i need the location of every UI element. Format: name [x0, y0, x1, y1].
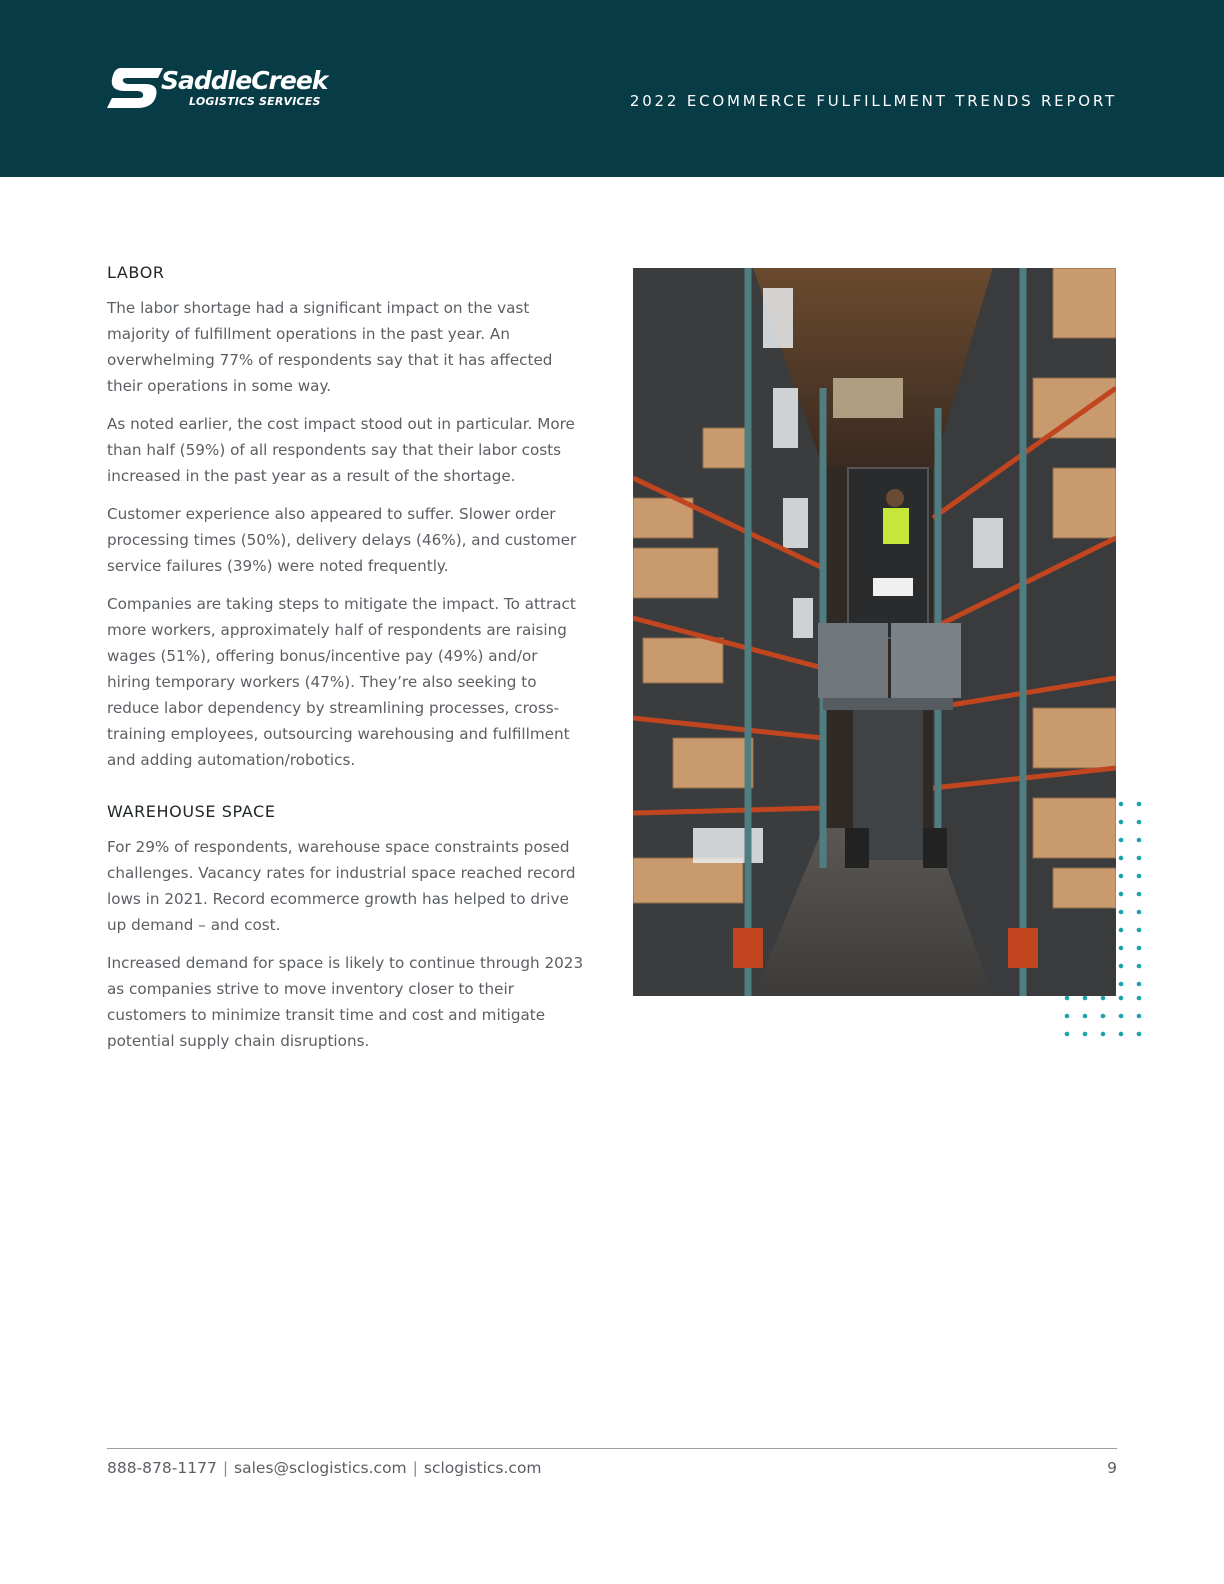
warehouse-aisle-image — [633, 268, 1116, 996]
warehouse-photo — [633, 268, 1116, 996]
footer-separator: | — [412, 1459, 418, 1477]
page-header — [0, 0, 1224, 177]
decorative-dot-pattern — [1063, 800, 1149, 1050]
labor-paragraph: Customer experience also appeared to suffer. Slower order processing times (50%), delivery delays (46%), and customer service failures (39%) were noted frequently. — [107, 505, 577, 575]
footer-separator: | — [222, 1459, 229, 1477]
labor-paragraph: As noted earlier, the cost impact stood out in particular. More than half (59%) of all respondents say that their labor costs increased in the past year as a result of the shortage. — [107, 415, 575, 485]
section-heading-warehouse-space: WAREHOUSE SPACE — [107, 802, 276, 821]
report-title: 2022 ECOMMERCE FULFILLMENT TRENDS REPORT — [629, 92, 1117, 110]
brand-tagline: LOGISTICS SERVICES — [189, 95, 321, 108]
footer-email-link[interactable]: sales@sclogistics.com — [234, 1459, 407, 1477]
warehouse-paragraph: For 29% of respondents, warehouse space constraints posed challenges. Vacancy rates for industrial space reached record lows in 2021. Record ecommerce growth has helped to drive up demand – and cost. — [107, 838, 576, 934]
page-number: 9 — [1107, 1459, 1117, 1477]
saddle-creek-logo — [107, 66, 328, 112]
labor-paragraph: Companies are taking steps to mitigate the impact. To attract more workers, approximately half of respondents are raising wages (51%), offering bonus/incentive pay (49%) and/or hiring temporary workers (47%). They’re also seeking to reduce labor dependency by streamlining processes, cross-training employees, outsourcing warehousing and fulfillment and adding automation/robotics. — [107, 595, 576, 769]
labor-paragraph: The labor shortage had a significant impact on the vast majority of fulfillment operations in the past year. An overwhelming 77% of respondents say that it has affected their operations in some way. — [107, 299, 553, 395]
footer-divider — [107, 1448, 1117, 1449]
main-content — [107, 263, 585, 1066]
footer-contact — [107, 1459, 542, 1477]
section-heading-labor: LABOR — [107, 263, 165, 282]
brand-name: SaddleCreek — [161, 66, 328, 95]
logo-mark-icon — [107, 66, 163, 110]
footer-website-link[interactable]: sclogistics.com — [423, 1459, 542, 1477]
warehouse-paragraph: Increased demand for space is likely to continue through 2023 as companies strive to move inventory closer to their customers to minimize transit time and cost and mitigate potential supply chain disruptions. — [107, 954, 584, 1050]
footer-phone: 888-878-1177 — [107, 1459, 217, 1477]
